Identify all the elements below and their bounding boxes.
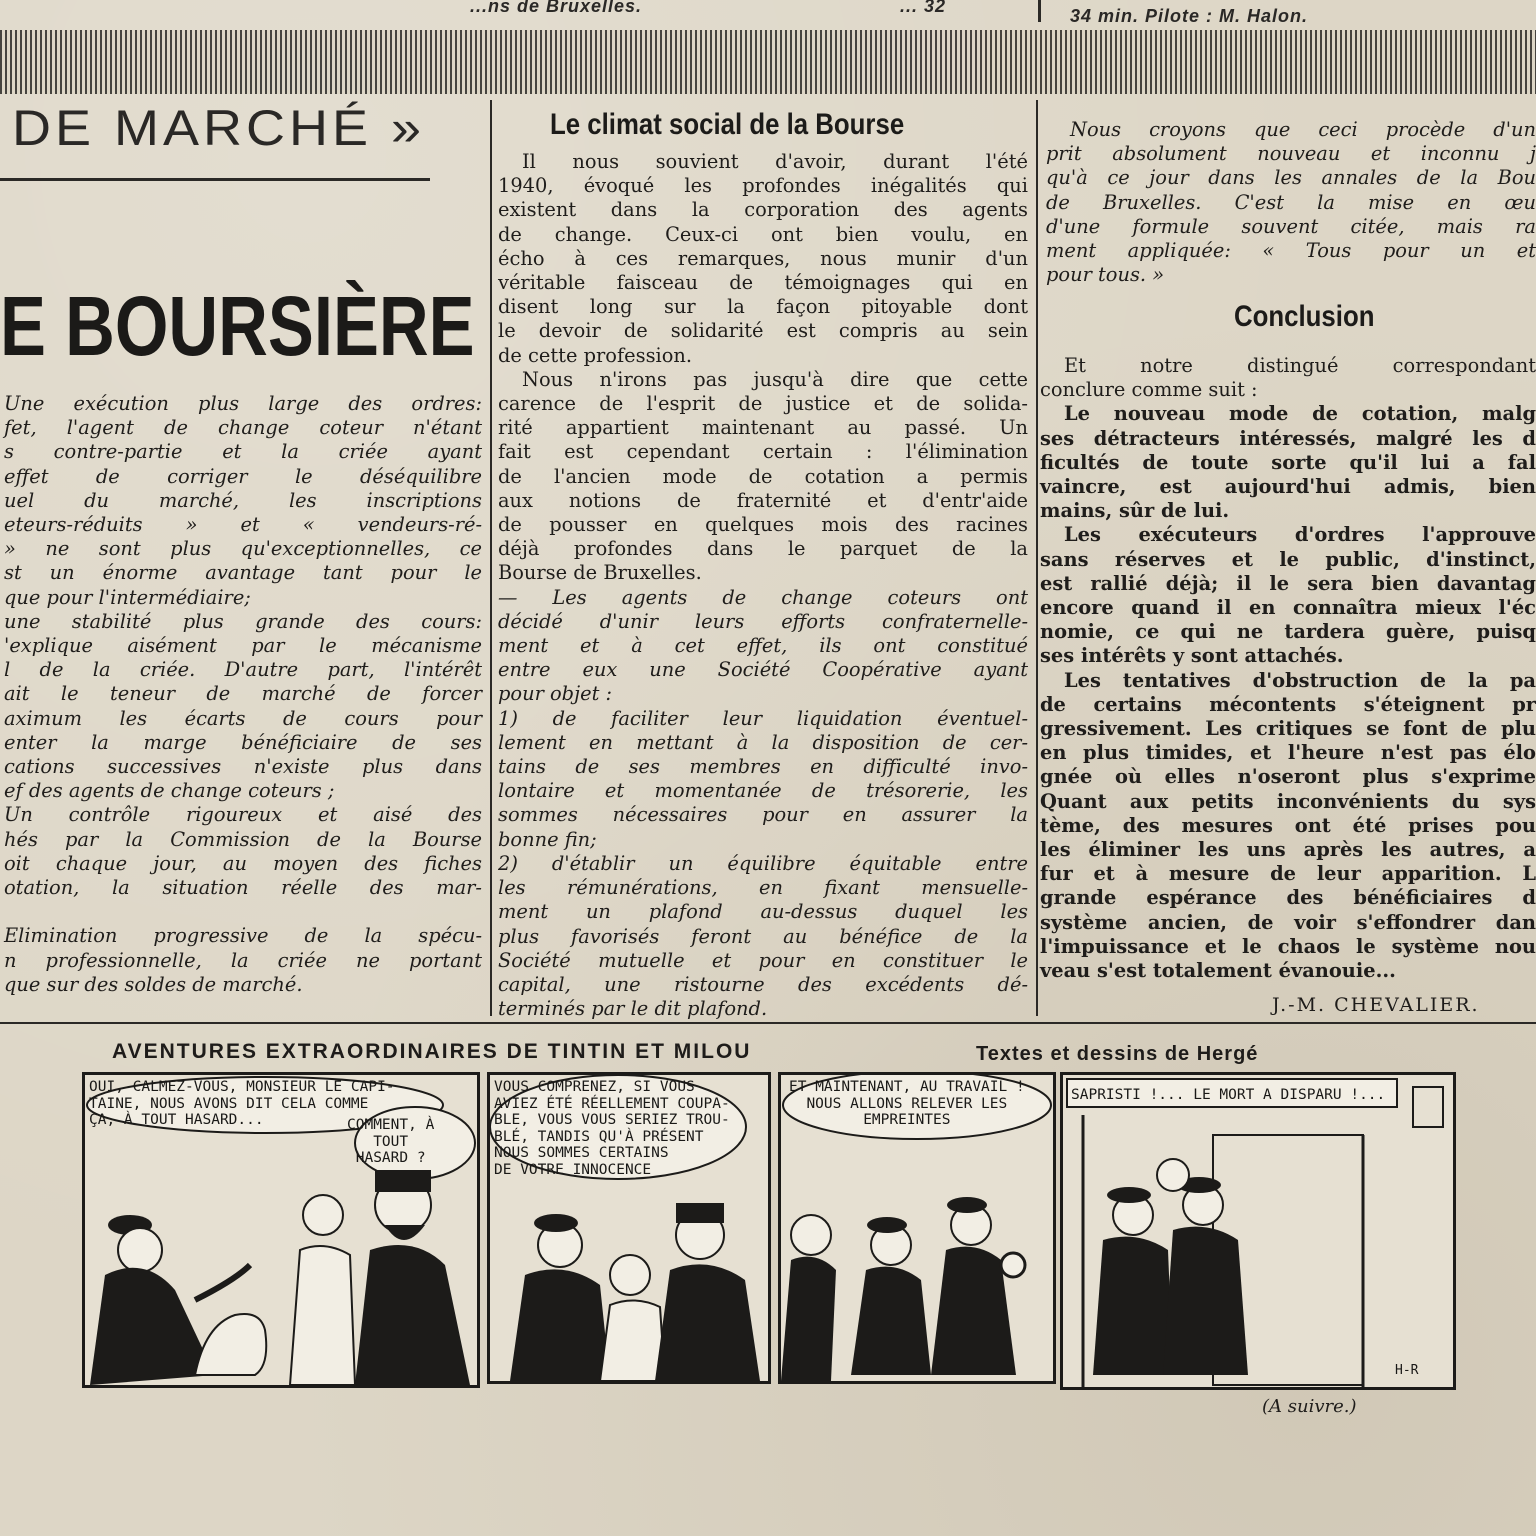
text-line: st un énorme avantage tant pour le [4, 561, 482, 585]
panel-1-bubble-1: OUI, CALMEZ-VOUS, MONSIEUR LE CAPI- TAINE, NOUS AVONS DIT CELA COMME ÇA, À TOUT HASARD... [89, 1079, 395, 1128]
comic-strip-title: AVENTURES EXTRAORDINAIRES DE TINTIN ET MILOU [112, 1040, 752, 1063]
text-line: écho à ces remarques, nous munir d'un [498, 246, 1028, 270]
top-fragment-right: 34 min. Pilote : M. Halon. [1070, 6, 1309, 26]
text-line: eteurs-réduits » et « vendeurs-ré- [4, 513, 482, 537]
text-line: cations successives n'existe plus dans [4, 755, 482, 779]
text-line: l'impuissance et le chaos le système nou [1040, 934, 1536, 958]
text-line: s contre-partie et la criée ayant [4, 440, 482, 464]
top-fragment-left: ...ns de Bruxelles. [470, 0, 643, 16]
text-line: hés par la Commission de la Bourse [4, 827, 482, 851]
text-line: gressivement. Les critiques se font de plu [1040, 717, 1536, 741]
text-line: qu'à ce jour dans les annales de la Bou [1046, 166, 1536, 190]
text-line: rité appartient maintenant au passé. Un [498, 416, 1028, 440]
text-line: ses intérêts y sont attachés. [1040, 644, 1344, 668]
comic-strip-credit: Textes et dessins de Hergé [976, 1043, 1259, 1065]
text-line: capital, une ristourne des excédents dé- [498, 972, 1028, 996]
text-line: en plus timides, et l'heure n'est pas élo [1040, 741, 1536, 765]
text-line: Et notre distingué correspondant [1064, 354, 1536, 377]
text-line: aux notions de fraternité et d'entr'aide [498, 488, 1028, 512]
top-column-rule [1038, 0, 1041, 22]
text-line: de cette profession. [498, 343, 693, 367]
text-line: Un contrôle rigoureux et aisé des [4, 803, 482, 827]
text-line [4, 900, 482, 924]
to-be-continued: (A suivre.) [1262, 1396, 1357, 1417]
text-line: tains de ses membres en difficulté invo- [498, 755, 1028, 779]
text-line: véritable faisceau de témoignages qui en [498, 271, 1028, 295]
text-line: encore quand il en connaîtra mieux l'éc [1040, 596, 1536, 620]
text-line: que sur des soldes de marché. [4, 972, 303, 996]
text-line: lement en mettant à la disposition de cer- [498, 730, 1028, 754]
text-line: 2) d'établir un équilibre équitable entre [498, 851, 1028, 875]
text-line: effet de corriger le déséquilibre [4, 464, 482, 488]
middle-article-text [498, 150, 1028, 1021]
column-rule-2 [1036, 100, 1038, 1016]
text-line: enter la marge bénéficiaire de ses [4, 730, 482, 754]
text-line: de l'ancien mode de cotation a permis [498, 464, 1028, 488]
author-signature: J.-M. CHEVALIER. [1272, 994, 1480, 1016]
text-line: Nous n'irons pas jusqu'à dire que cette [522, 367, 1028, 391]
text-line: otation, la situation réelle des mar- [4, 876, 482, 900]
text-line: aximum les écarts de cours pour [4, 706, 482, 730]
panel-4-drawing [1063, 1075, 1453, 1387]
left-kicker-underline [0, 178, 430, 181]
text-line: ses détracteurs intéressés, malgré les d [1040, 426, 1536, 450]
text-line: uel du marché, les inscriptions [4, 488, 482, 512]
comic-separator [0, 1022, 1536, 1024]
column-rule-1 [490, 100, 492, 1016]
text-line: de change. Ceux-ci ont bien voulu, en [498, 222, 1028, 246]
top-fragment-mid: ... 32 [900, 0, 947, 16]
text-line: nomie, ce qui ne tardera guère, puisq [1040, 620, 1536, 644]
text-line: pour tous. » [1046, 263, 1165, 287]
text-line: Une exécution plus large des ordres: [4, 392, 482, 415]
text-line: entre eux une Société Coopérative ayant [498, 658, 1028, 682]
right-article-intro [1046, 118, 1536, 287]
text-line: carence de l'esprit de justice et de solida- [498, 392, 1028, 416]
text-line: pour objet : [498, 682, 613, 706]
text-line: — Les agents de change coteurs ont [498, 585, 1028, 609]
text-line: veau s'est totalement évanouie... [1040, 959, 1396, 983]
text-line: 1) de faciliter leur liquidation éventuel- [498, 706, 1028, 730]
text-line: d'une formule souvent citée, mais ra [1046, 214, 1536, 238]
text-line: ficultés de toute sorte qu'il lui a fal [1040, 450, 1536, 474]
right-article-text [1040, 354, 1536, 983]
text-line: ait le teneur de marché de forcer [4, 682, 482, 706]
text-line: sommes nécessaires pour en assurer la [498, 803, 1028, 827]
text-line: que pour l'intermédiaire; [4, 585, 251, 609]
text-line: Le nouveau mode de cotation, malg [1064, 402, 1536, 426]
text-line: une stabilité plus grande des cours: [4, 609, 482, 633]
comic-panel-1 [82, 1072, 480, 1388]
text-line: plus favorisés feront au bénéfice de la [498, 924, 1028, 948]
text-line: les rémunérations, en fixant mensuelle- [498, 876, 1028, 900]
text-line: de pousser en quelques mois des racines [498, 513, 1028, 537]
left-kicker: DE MARCHÉ » [12, 100, 426, 157]
text-line: n professionnelle, la criée ne portant [4, 948, 482, 972]
text-line: lontaire et momentanée de trésorerie, les [498, 779, 1028, 803]
text-line: Société mutuelle et pour en constituer le [498, 948, 1028, 972]
text-line: Les tentatives d'obstruction de la pa [1064, 668, 1536, 692]
text-line: bonne fin; [498, 827, 597, 851]
text-line: Bourse de Bruxelles. [498, 561, 702, 585]
text-line: déjà profondes dans le parquet de la [498, 537, 1028, 561]
text-line: de Bruxelles. C'est la mise en œu [1046, 190, 1536, 214]
text-line: Il nous souvient d'avoir, durant l'été [522, 150, 1028, 173]
text-line: conclure comme suit : [1040, 378, 1258, 402]
text-line: 'explique aisément par le mécanisme [4, 634, 482, 658]
text-line: mains, sûr de lui. [1040, 499, 1230, 523]
panel-2-bubble: VOUS COMPRENEZ, SI VOUS AVIEZ ÉTÉ RÉELLEMENT COUPA- BLE, VOUS VOUS SERIEZ TROU- BLÉ, TANDIS QU'À PRÉSENT NOUS SOMMES CERTAINS DE VOTRE INNOCENCE [494, 1079, 730, 1178]
text-line: prit absolument nouveau et inconnu j [1046, 142, 1536, 166]
text-line: disent long sur la façon pitoyable dont [498, 295, 1028, 319]
text-line: fur et à mesure de leur apparition. L [1040, 862, 1536, 886]
text-line: » ne sont plus qu'exceptionnelles, ce [4, 537, 482, 561]
text-line: tème, des mesures ont été prises pou [1040, 813, 1536, 837]
text-line: sans réserves et le public, d'instinct, [1040, 547, 1536, 571]
text-line: ment et à cet effet, ils ont constitué [498, 634, 1028, 658]
text-line: le devoir de solidarité est compris au sein [498, 319, 1028, 343]
text-line: oit chaque jour, au moyen des fiches [4, 851, 482, 875]
hatched-divider [0, 30, 1536, 94]
text-line: de certains mécontents s'éteignent pr [1040, 692, 1536, 716]
text-line: ment un plafond au-dessus duquel les [498, 900, 1028, 924]
comic-panel-3 [778, 1072, 1056, 1384]
text-line: fet, l'agent de change coteur n'étant [4, 416, 482, 440]
text-line: Elimination progressive de la spécu- [4, 924, 482, 948]
text-line: Quant aux petits inconvénients du sys [1040, 789, 1536, 813]
middle-article-title: Le climat social de la Bourse [550, 108, 905, 141]
text-line: décidé d'unir leurs efforts confraternelle- [498, 609, 1028, 633]
text-line: les éliminer les uns après les autres, a [1040, 838, 1536, 862]
left-headline: E BOURSIÈRE [0, 279, 475, 373]
conclusion-title: Conclusion [1234, 300, 1375, 333]
comic-panel-4 [1060, 1072, 1456, 1390]
text-line: 1940, évoqué les profondes inégalités qui [498, 174, 1028, 198]
text-line: Nous croyons que ceci procède d'un [1070, 118, 1536, 141]
left-article-text [4, 392, 482, 997]
text-line: grande espérance des bénéficiaires d [1040, 886, 1536, 910]
text-line: l de la criée. D'autre part, l'intérêt [4, 658, 482, 682]
text-line: système ancien, de voir s'effondrer dan [1040, 910, 1536, 934]
text-line: est rallié déjà; il le sera bien davantag [1040, 571, 1536, 595]
text-line: existent dans la corporation des agents [498, 198, 1028, 222]
text-line: ef des agents de change coteurs ; [4, 779, 335, 803]
comic-signature-mark: H-R [1395, 1363, 1419, 1378]
text-line: Les exécuteurs d'ordres l'approuve [1064, 523, 1536, 547]
panel-4-bubble: SAPRISTI !... LE MORT A DISPARU !... [1071, 1087, 1386, 1103]
text-line: vaincre, est aujourd'hui admis, bien [1040, 475, 1536, 499]
text-line: terminés par le dit plafond. [498, 997, 768, 1021]
text-line: fait est cependant certain : l'élimination [498, 440, 1028, 464]
text-line: ment appliquée: « Tous pour un et [1046, 239, 1536, 263]
text-line: gnée où elles n'oseront plus s'exprime [1040, 765, 1536, 789]
comic-panel-2 [487, 1072, 771, 1384]
panel-3-bubble: ET MAINTENANT, AU TRAVAIL ! NOUS ALLONS RELEVER LES EMPREINTES [789, 1079, 1025, 1128]
panel-1-bubble-2: COMMENT, À TOUT HASARD ? [347, 1117, 435, 1166]
